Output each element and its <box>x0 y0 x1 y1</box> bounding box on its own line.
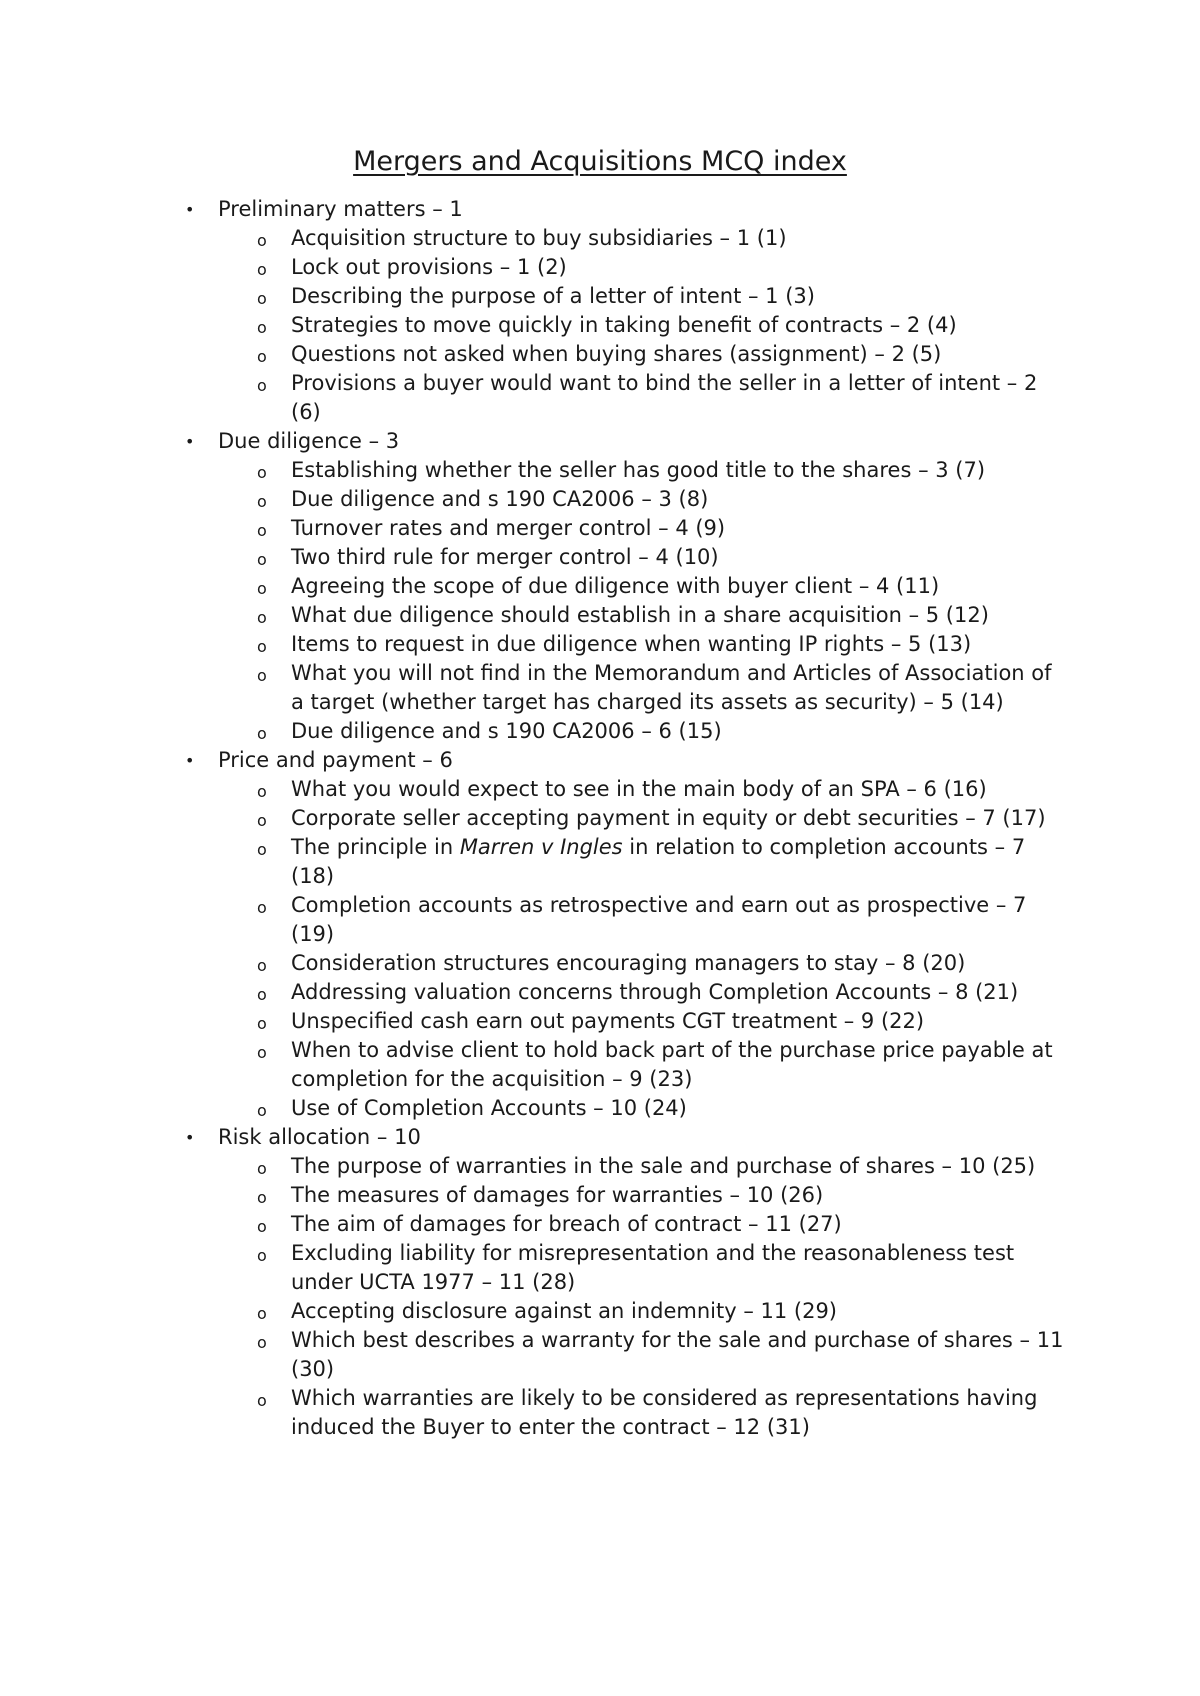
index-list <box>0 195 1200 1442</box>
circle-bullet-icon: o <box>257 985 267 1004</box>
list-item-text: Which best describes a warranty for the sale and purchase of shares – 11 (30) <box>291 1328 1064 1381</box>
list-item <box>0 369 1068 427</box>
list-item-text: Two third rule for merger control – 4 (10) <box>291 545 719 569</box>
circle-bullet-icon: o <box>257 1101 267 1120</box>
list-item-text: The aim of damages for breach of contract – 11 (27) <box>291 1212 842 1236</box>
sub-list <box>0 224 1200 427</box>
list-item <box>0 456 1068 485</box>
circle-bullet-icon: o <box>257 811 267 830</box>
list-item-text: Provisions a buyer would want to bind the seller in a letter of intent – 2 (6) <box>291 371 1038 424</box>
list-item-text: Items to request in due diligence when wanting IP rights – 5 (13) <box>291 632 972 656</box>
list-item <box>0 1239 1068 1297</box>
bullet-icon: • <box>185 432 195 451</box>
circle-bullet-icon: o <box>257 608 267 627</box>
section-heading <box>0 1123 1200 1152</box>
bullet-icon: • <box>185 200 195 219</box>
list-item-text-start: The principle in <box>291 835 460 859</box>
list-item <box>0 1152 1068 1181</box>
circle-bullet-icon: o <box>257 1043 267 1062</box>
list-item-text: Addressing valuation concerns through Completion Accounts – 8 (21) <box>291 980 1019 1004</box>
list-item <box>0 949 1068 978</box>
circle-bullet-icon: o <box>257 666 267 685</box>
circle-bullet-icon: o <box>257 1246 267 1265</box>
list-item <box>0 340 1068 369</box>
list-item-text: What due diligence should establish in a share acquisition – 5 (12) <box>291 603 989 627</box>
section-heading <box>0 427 1200 456</box>
list-item-text: Use of Completion Accounts – 10 (24) <box>291 1096 687 1120</box>
list-item-text: Agreeing the scope of due diligence with buyer client – 4 (11) <box>291 574 940 598</box>
circle-bullet-icon: o <box>257 579 267 598</box>
case-name-italic: Marren v Ingles <box>459 835 623 859</box>
circle-bullet-icon: o <box>257 347 267 366</box>
circle-bullet-icon: o <box>257 463 267 482</box>
circle-bullet-icon: o <box>257 492 267 511</box>
list-item-text: Accepting disclosure against an indemnity – 11 (29) <box>291 1299 837 1323</box>
page-title: Mergers and Acquisitions MCQ index <box>353 146 847 177</box>
list-item-text: Describing the purpose of a letter of intent – 1 (3) <box>291 284 815 308</box>
list-item-text: Excluding liability for misrepresentation and the reasonableness test under UCTA 1977 – 11 (28) <box>291 1241 1015 1294</box>
section-price-and-payment <box>0 746 1200 1123</box>
list-item <box>0 1297 1068 1326</box>
section-heading-text: Price and payment – 6 <box>218 748 453 772</box>
circle-bullet-icon: o <box>257 898 267 917</box>
circle-bullet-icon: o <box>257 956 267 975</box>
list-item <box>0 601 1068 630</box>
list-item <box>0 1007 1068 1036</box>
circle-bullet-icon: o <box>257 1304 267 1323</box>
list-item-text: Due diligence and s 190 CA2006 – 6 (15) <box>291 719 722 743</box>
list-item <box>0 311 1068 340</box>
circle-bullet-icon: o <box>257 840 267 859</box>
list-item <box>0 1384 1068 1442</box>
list-item <box>0 891 1068 949</box>
list-item <box>0 659 1068 717</box>
section-heading-text: Risk allocation – 10 <box>218 1125 421 1149</box>
list-item-text: The purpose of warranties in the sale and purchase of shares – 10 (25) <box>291 1154 1036 1178</box>
list-item-text: Due diligence and s 190 CA2006 – 3 (8) <box>291 487 709 511</box>
list-item <box>0 717 1068 746</box>
list-item <box>0 775 1068 804</box>
list-item <box>0 630 1068 659</box>
list-item <box>0 485 1068 514</box>
list-item <box>0 224 1068 253</box>
list-item <box>0 1036 1068 1094</box>
section-heading <box>0 746 1200 775</box>
list-item-text: When to advise client to hold back part of the purchase price payable at completion for the acquisition – 9 (23) <box>291 1038 1053 1091</box>
sub-list <box>0 456 1200 746</box>
sub-list <box>0 775 1200 1123</box>
sub-list <box>0 1152 1200 1442</box>
circle-bullet-icon: o <box>257 376 267 395</box>
list-item-text: What you will not find in the Memorandum and Articles of Association of a target (whether target has charged its assets as security) – 5 (14) <box>291 661 1052 714</box>
circle-bullet-icon: o <box>257 260 267 279</box>
circle-bullet-icon: o <box>257 1217 267 1236</box>
bullet-icon: • <box>185 1128 195 1147</box>
circle-bullet-icon: o <box>257 637 267 656</box>
section-heading-text: Preliminary matters – 1 <box>218 197 463 221</box>
list-item-text: The measures of damages for warranties – 10 (26) <box>291 1183 824 1207</box>
circle-bullet-icon: o <box>257 1014 267 1033</box>
list-item-text: Establishing whether the seller has good title to the shares – 3 (7) <box>291 458 986 482</box>
list-item-text: What you would expect to see in the main body of an SPA – 6 (16) <box>291 777 987 801</box>
list-item <box>0 543 1068 572</box>
list-item-text: Questions not asked when buying shares (assignment) – 2 (5) <box>291 342 942 366</box>
circle-bullet-icon: o <box>257 289 267 308</box>
section-heading-text: Due diligence – 3 <box>218 429 400 453</box>
list-item-text: Turnover rates and merger control – 4 (9) <box>291 516 726 540</box>
list-item <box>0 253 1068 282</box>
list-item <box>0 1181 1068 1210</box>
bullet-icon: • <box>185 751 195 770</box>
list-item-text: Acquisition structure to buy subsidiaries – 1 (1) <box>291 226 787 250</box>
circle-bullet-icon: o <box>257 318 267 337</box>
list-item-text: Unspecified cash earn out payments CGT treatment – 9 (22) <box>291 1009 925 1033</box>
section-due-diligence <box>0 427 1200 746</box>
list-item <box>0 572 1068 601</box>
list-item <box>0 1210 1068 1239</box>
list-item <box>0 1326 1068 1384</box>
list-item-text: Consideration structures encouraging managers to stay – 8 (20) <box>291 951 966 975</box>
list-item <box>0 514 1068 543</box>
list-item-text: Strategies to move quickly in taking benefit of contracts – 2 (4) <box>291 313 957 337</box>
list-item <box>0 804 1068 833</box>
circle-bullet-icon: o <box>257 550 267 569</box>
section-heading <box>0 195 1200 224</box>
section-preliminary-matters <box>0 195 1200 427</box>
circle-bullet-icon: o <box>257 782 267 801</box>
circle-bullet-icon: o <box>257 1391 267 1410</box>
circle-bullet-icon: o <box>257 1188 267 1207</box>
section-risk-allocation <box>0 1123 1200 1442</box>
list-item <box>0 282 1068 311</box>
list-item-text: Which warranties are likely to be considered as representations having induced the Buyer to enter the contract – 12 (31) <box>291 1386 1038 1439</box>
list-item-text-end: in relation to completion accounts – 7 (18) <box>291 835 1026 888</box>
circle-bullet-icon: o <box>257 724 267 743</box>
list-item <box>0 1094 1068 1123</box>
circle-bullet-icon: o <box>257 231 267 250</box>
list-item-text: Completion accounts as retrospective and earn out as prospective – 7 (19) <box>291 893 1027 946</box>
list-item <box>0 833 1068 891</box>
circle-bullet-icon: o <box>257 1159 267 1178</box>
circle-bullet-icon: o <box>257 1333 267 1352</box>
list-item <box>0 978 1068 1007</box>
circle-bullet-icon: o <box>257 521 267 540</box>
list-item-text: Lock out provisions – 1 (2) <box>291 255 567 279</box>
list-item-text: Corporate seller accepting payment in equity or debt securities – 7 (17) <box>291 806 1046 830</box>
list-item-text <box>291 835 1025 888</box>
